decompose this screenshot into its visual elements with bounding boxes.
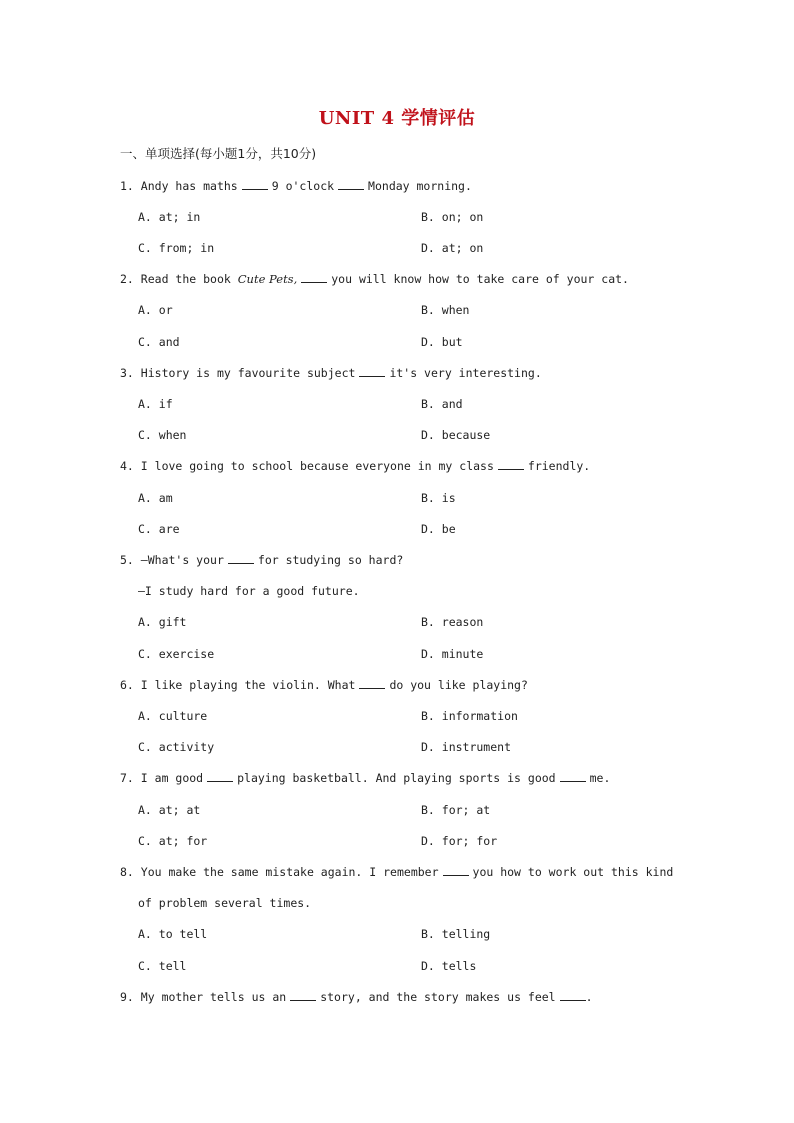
option-d: D. for; for — [421, 834, 498, 848]
option-c: C. at; for — [138, 834, 208, 848]
option-b: B. telling — [421, 927, 491, 941]
option-d: D. be — [421, 522, 456, 536]
option-d: D. because — [421, 428, 491, 442]
option-a: A. culture — [138, 709, 208, 723]
question-3: 3. History is my favourite subject it's very interesting. — [120, 366, 542, 380]
question-5: 5. —What's your for studying so hard? — [120, 553, 404, 567]
answer-blank — [338, 178, 364, 190]
option-d: D. minute — [421, 647, 484, 661]
option-c: C. activity — [138, 740, 215, 754]
option-a: A. at; at — [138, 803, 201, 817]
option-b: B. reason — [421, 615, 484, 629]
option-d: D. but — [421, 335, 463, 349]
option-b: B. and — [421, 397, 463, 411]
option-a: A. am — [138, 491, 173, 505]
answer-blank — [359, 677, 385, 689]
answer-blank — [560, 989, 586, 1001]
answer-blank — [207, 770, 233, 782]
option-d: D. at; on — [421, 241, 484, 255]
option-b: B. information — [421, 709, 518, 723]
option-c: C. from; in — [138, 241, 215, 255]
question-5-reply: —I study hard for a good future. — [138, 584, 360, 598]
question-1: 1. Andy has maths 9 o'clock Monday morning. — [120, 179, 472, 193]
answer-blank — [242, 178, 268, 190]
section-heading: 一、单项选择(每小题1分，共10分) — [120, 146, 317, 161]
option-c: C. tell — [138, 959, 187, 973]
answer-blank — [228, 552, 254, 564]
question-2: 2. Read the book Cute Pets, you will know how to take care of your cat. — [120, 272, 629, 286]
option-a: A. at; in — [138, 210, 201, 224]
option-b: B. when — [421, 303, 470, 317]
option-d: D. instrument — [421, 740, 512, 754]
option-c: C. when — [138, 428, 187, 442]
answer-blank — [560, 770, 586, 782]
question-8-continued: of problem several times. — [138, 896, 312, 910]
option-b: B. is — [421, 491, 456, 505]
question-9: 9. My mother tells us an story, and the story makes us feel . — [120, 990, 593, 1004]
option-c: C. and — [138, 335, 180, 349]
option-d: D. tells — [421, 959, 477, 973]
question-4: 4. I love going to school because everyone in my class friendly. — [120, 459, 591, 473]
answer-blank — [290, 989, 316, 1001]
option-c: C. exercise — [138, 647, 215, 661]
option-a: A. to tell — [138, 927, 208, 941]
page-title: UNIT 4 学情评估 — [318, 108, 476, 129]
option-a: A. gift — [138, 615, 187, 629]
option-b: B. on; on — [421, 210, 484, 224]
question-7: 7. I am good playing basketball. And playing sports is good me. — [120, 771, 611, 785]
answer-blank — [359, 365, 385, 377]
option-b: B. for; at — [421, 803, 491, 817]
option-a: A. if — [138, 397, 173, 411]
book-title: Cute Pets, — [237, 272, 298, 286]
answer-blank — [498, 458, 524, 470]
question-6: 6. I like playing the violin. What do you like playing? — [120, 678, 528, 692]
option-a: A. or — [138, 303, 173, 317]
answer-blank — [443, 864, 469, 876]
question-8: 8. You make the same mistake again. I remember you how to work out this kind — [120, 865, 674, 879]
answer-blank — [301, 271, 327, 283]
option-c: C. are — [138, 522, 180, 536]
